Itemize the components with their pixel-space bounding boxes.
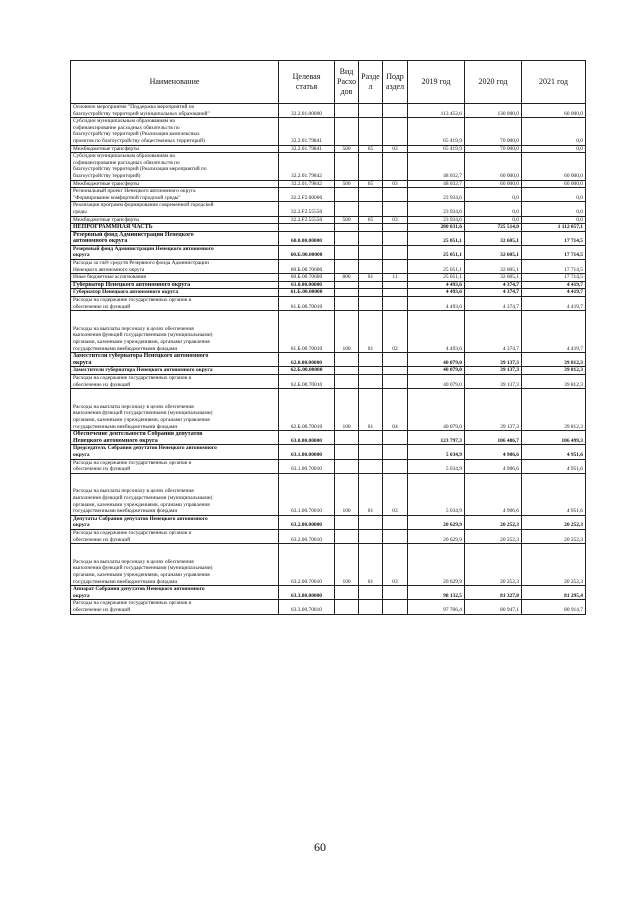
- cell-target-article: 63.2.00.70010: [279, 529, 335, 543]
- cell-2019: 25 051,1: [408, 260, 465, 274]
- table-row: [71, 445, 586, 459]
- cell-expense-type: [335, 224, 359, 232]
- cell-section: [359, 118, 383, 145]
- cell-2021: 0,0: [522, 216, 586, 224]
- cell-subsection: [383, 515, 408, 529]
- cell-subsection: [383, 202, 408, 216]
- cell-2019: 280 031,6: [408, 224, 465, 232]
- cell-target-article: 62.Б.00.00000: [279, 367, 335, 375]
- cell-2020: 4 374,7: [465, 297, 522, 311]
- cell-name: Межбюджетные трансферты: [71, 216, 279, 224]
- cell-2021: 4 419,7: [522, 281, 586, 289]
- cell-name: Расходы на содержание государственных органов и обеспечение их функций: [71, 600, 279, 614]
- table-row: [71, 145, 586, 153]
- cell-target-article: 63.1.00.70010: [279, 473, 335, 515]
- cell-2020: 0,0: [465, 188, 522, 202]
- cell-target-article: 61.Б.00.70010: [279, 311, 335, 353]
- cell-section: [359, 445, 383, 459]
- cell-expense-type: [335, 153, 359, 180]
- cell-2019: 20 629,9: [408, 515, 465, 529]
- cell-name: Расходы на содержание государственных органов и обеспечение их функций: [71, 297, 279, 311]
- cell-name: Председатель Собрания депутатов Ненецкого автономного округа: [71, 445, 279, 459]
- cell-2020: 80 947,1: [465, 600, 522, 614]
- table-row: [71, 289, 586, 297]
- cell-expense-type: [335, 289, 359, 297]
- cell-2019: 5 034,9: [408, 459, 465, 473]
- table-row: [71, 224, 586, 232]
- cell-name: Депутаты Собрания депутатов Ненецкого автономного округа: [71, 515, 279, 529]
- cell-2019: 65 419,9: [408, 118, 465, 145]
- cell-2019: 98 132,5: [408, 586, 465, 600]
- cell-target-article: 63.1.00.70010: [279, 459, 335, 473]
- cell-target-article: 63.2.00.00000: [279, 515, 335, 529]
- cell-name: Расходы на выплаты персоналу в целях обеспечения выполнения функций государственными (муниципальными) органами, казенными учреждениями, органами управления государственными внебюджетными фондами: [71, 544, 279, 586]
- cell-subsection: [383, 118, 408, 145]
- cell-2020: 0,0: [465, 216, 522, 224]
- cell-2019: 5 034,9: [408, 445, 465, 459]
- cell-section: [359, 231, 383, 245]
- cell-expense-type: [335, 515, 359, 529]
- cell-2020: 60 000,0: [465, 153, 522, 180]
- cell-2020: 20 252,3: [465, 529, 522, 543]
- cell-2020: 130 000,0: [465, 104, 522, 118]
- cell-expense-type: [335, 375, 359, 389]
- cell-2021: 4 951,6: [522, 445, 586, 459]
- table-row: [71, 118, 586, 145]
- cell-name: Реализация программ формирования современной городской среды: [71, 202, 279, 216]
- cell-target-article: 32.2.F2.55550: [279, 216, 335, 224]
- cell-target-article: 61.0.00.00000: [279, 281, 335, 289]
- cell-target-article: 32.2.01.00000: [279, 104, 335, 118]
- header-2021: 2021 год: [522, 61, 586, 104]
- cell-subsection: [383, 245, 408, 259]
- cell-2021: 4 951,6: [522, 459, 586, 473]
- cell-2021: 1 112 057,1: [522, 224, 586, 232]
- cell-expense-type: 800: [335, 274, 359, 282]
- cell-2019: 40 079,0: [408, 375, 465, 389]
- cell-expense-type: [335, 281, 359, 289]
- cell-expense-type: [335, 353, 359, 367]
- cell-2021: 4 419,7: [522, 289, 586, 297]
- cell-expense-type: [335, 260, 359, 274]
- cell-target-article: 63.3.00.70010: [279, 600, 335, 614]
- header-section: Разде л: [359, 61, 383, 104]
- cell-section: 01: [359, 389, 383, 431]
- cell-2021: 39 812,3: [522, 367, 586, 375]
- cell-2021: 0,0: [522, 188, 586, 202]
- cell-expense-type: 500: [335, 145, 359, 153]
- cell-target-article: 60.Б.00.70600: [279, 260, 335, 274]
- cell-2019: 4 493,6: [408, 281, 465, 289]
- cell-subsection: [383, 459, 408, 473]
- cell-2019: 40 079,0: [408, 353, 465, 367]
- cell-subsection: [383, 188, 408, 202]
- header-name: Наименование: [71, 61, 279, 104]
- cell-target-article: 62.0.00.00000: [279, 353, 335, 367]
- cell-2019: 65 419,9: [408, 145, 465, 153]
- table-row: [71, 297, 586, 311]
- cell-section: [359, 188, 383, 202]
- cell-subsection: [383, 281, 408, 289]
- cell-2020: 39 137,3: [465, 353, 522, 367]
- cell-2020: 39 137,3: [465, 375, 522, 389]
- cell-name: Расходы на выплаты персоналу в целях обеспечения выполнения функций государственными (муниципальными) органами, казенными учреждениями, органами управления государственными внебюджетными фондами: [71, 473, 279, 515]
- cell-section: 01: [359, 473, 383, 515]
- table-body: [71, 104, 586, 615]
- cell-subsection: [383, 445, 408, 459]
- cell-name: НЕПРОГРАММНАЯ ЧАСТЬ: [71, 224, 279, 232]
- cell-2021: 39 812,3: [522, 375, 586, 389]
- cell-2019: 4 493,6: [408, 289, 465, 297]
- cell-subsection: [383, 231, 408, 245]
- table-row: [71, 231, 586, 245]
- cell-expense-type: [335, 367, 359, 375]
- table-row: [71, 202, 586, 216]
- cell-2020: 20 252,3: [465, 515, 522, 529]
- cell-2019: 113 452,6: [408, 104, 465, 118]
- cell-2019: 25 051,1: [408, 245, 465, 259]
- header-expense-type: Вид Расхо дов: [335, 61, 359, 104]
- cell-2021: 20 252,3: [522, 544, 586, 586]
- cell-expense-type: [335, 231, 359, 245]
- cell-target-article: 63.3.00.00000: [279, 586, 335, 600]
- cell-2021: 39 812,3: [522, 353, 586, 367]
- cell-section: [359, 515, 383, 529]
- cell-2021: 0,0: [522, 118, 586, 145]
- cell-2020: 0,0: [465, 202, 522, 216]
- table-row: [71, 389, 586, 431]
- cell-2019: 5 034,9: [408, 473, 465, 515]
- cell-2020: 106 486,7: [465, 431, 522, 445]
- cell-section: 01: [359, 274, 383, 282]
- cell-2020: 4 906,6: [465, 445, 522, 459]
- cell-subsection: 04: [383, 389, 408, 431]
- cell-subsection: [383, 353, 408, 367]
- cell-expense-type: 100: [335, 311, 359, 353]
- header-2020: 2020 год: [465, 61, 522, 104]
- cell-expense-type: [335, 188, 359, 202]
- cell-expense-type: 100: [335, 544, 359, 586]
- table-row: [71, 153, 586, 180]
- cell-section: [359, 260, 383, 274]
- cell-name: Резервный фонд Администрации Ненецкого автономного округа: [71, 245, 279, 259]
- table-row: [71, 281, 586, 289]
- cell-section: [359, 153, 383, 180]
- table-row: [71, 473, 586, 515]
- cell-target-article: 32.2.01.79842: [279, 153, 335, 180]
- cell-2021: 17 714,5: [522, 231, 586, 245]
- table-row: [71, 311, 586, 353]
- cell-name: Губернатор Ненецкого автономного округа: [71, 289, 279, 297]
- cell-2021: 0,0: [522, 202, 586, 216]
- cell-subsection: [383, 529, 408, 543]
- table-row: [71, 180, 586, 188]
- cell-2019: 97 766,4: [408, 600, 465, 614]
- cell-subsection: [383, 367, 408, 375]
- cell-subsection: [383, 375, 408, 389]
- cell-2020: 32 605,1: [465, 274, 522, 282]
- cell-expense-type: [335, 202, 359, 216]
- cell-target-article: [279, 224, 335, 232]
- cell-expense-type: [335, 431, 359, 445]
- cell-name: Межбюджетные трансферты: [71, 180, 279, 188]
- cell-subsection: 02: [383, 311, 408, 353]
- cell-name: Расходы на содержание государственных органов и обеспечение их функций: [71, 529, 279, 543]
- cell-target-article: 32.2.F2.00000: [279, 188, 335, 202]
- cell-target-article: 32.2.01.79841: [279, 118, 335, 145]
- cell-2021: 60 000,0: [522, 104, 586, 118]
- cell-2019: 48 032,7: [408, 153, 465, 180]
- cell-section: [359, 459, 383, 473]
- cell-target-article: 63.0.00.00000: [279, 431, 335, 445]
- cell-expense-type: [335, 297, 359, 311]
- cell-name: Межбюджетные трансферты: [71, 145, 279, 153]
- cell-2020: 4 374,7: [465, 289, 522, 297]
- cell-name: Заместители губернатора Ненецкого автономного округа: [71, 367, 279, 375]
- cell-name: Заместители губернатора Ненецкого автономного округа: [71, 353, 279, 367]
- cell-2021: 17 714,5: [522, 260, 586, 274]
- cell-subsection: [383, 260, 408, 274]
- cell-2020: 32 605,1: [465, 245, 522, 259]
- cell-subsection: 11: [383, 274, 408, 282]
- cell-2021: 4 419,7: [522, 297, 586, 311]
- cell-2021: 39 812,3: [522, 389, 586, 431]
- cell-section: [359, 224, 383, 232]
- cell-2021: 80 914,7: [522, 600, 586, 614]
- cell-subsection: [383, 289, 408, 297]
- cell-2020: 4 374,7: [465, 311, 522, 353]
- cell-target-article: 61.Б.00.00000: [279, 289, 335, 297]
- cell-name: Субсидии муниципальным образованиям на софинансирование расходных обязательств по благоустройству территорий (Реализация мероприятий по благоустройству территорий): [71, 153, 279, 180]
- cell-target-article: 32.2.01.79841: [279, 145, 335, 153]
- cell-name: Обеспечение деятельности Собрания депутатов Ненецкого автономного округа: [71, 431, 279, 445]
- table-row: [71, 529, 586, 543]
- cell-expense-type: [335, 104, 359, 118]
- cell-target-article: 62.Б.00.70010: [279, 389, 335, 431]
- header-subsection: Подр аздел: [383, 61, 408, 104]
- cell-2020: 39 137,3: [465, 367, 522, 375]
- cell-2019: 4 493,6: [408, 297, 465, 311]
- cell-section: 05: [359, 180, 383, 188]
- cell-section: [359, 297, 383, 311]
- cell-target-article: 61.Б.00.70010: [279, 297, 335, 311]
- cell-2019: 20 629,9: [408, 544, 465, 586]
- cell-2019: 40 079,0: [408, 367, 465, 375]
- table-row: [71, 431, 586, 445]
- cell-target-article: 63.2.00.70010: [279, 544, 335, 586]
- header-target-article: Целевая статья: [279, 61, 335, 104]
- cell-2019: 20 629,9: [408, 529, 465, 543]
- table-row: [71, 274, 586, 282]
- cell-subsection: [383, 600, 408, 614]
- table-row: [71, 353, 586, 367]
- cell-section: [359, 431, 383, 445]
- budget-table: [70, 60, 586, 615]
- cell-target-article: 62.Б.00.70010: [279, 375, 335, 389]
- cell-section: 05: [359, 145, 383, 153]
- cell-expense-type: [335, 445, 359, 459]
- cell-subsection: [383, 431, 408, 445]
- cell-section: [359, 353, 383, 367]
- cell-target-article: 32.2.F2.55550: [279, 202, 335, 216]
- table-row: [71, 459, 586, 473]
- cell-2020: 70 000,0: [465, 118, 522, 145]
- cell-section: [359, 289, 383, 297]
- table-row: [71, 544, 586, 586]
- cell-2020: 60 000,0: [465, 180, 522, 188]
- cell-name: Расходы за счёт средств Резервного фонда Администрации Ненецкого автономного округа: [71, 260, 279, 274]
- cell-expense-type: [335, 600, 359, 614]
- cell-2021: 106 499,3: [522, 431, 586, 445]
- cell-name: Расходы на выплаты персоналу в целях обеспечения выполнения функций государственными (муниципальными) органами, казенными учреждениями, органами управления государственными внебюджетными фондами: [71, 311, 279, 353]
- cell-subsection: [383, 297, 408, 311]
- cell-subsection: 03: [383, 473, 408, 515]
- cell-section: [359, 202, 383, 216]
- cell-expense-type: 100: [335, 389, 359, 431]
- cell-name: Региональный проект Ненецкого автономного округа "Формирование комфортной городской среды": [71, 188, 279, 202]
- cell-section: 05: [359, 216, 383, 224]
- cell-2019: 25 051,1: [408, 274, 465, 282]
- cell-section: 01: [359, 544, 383, 586]
- header-2019: 2019 год: [408, 61, 465, 104]
- cell-expense-type: [335, 586, 359, 600]
- cell-2019: 23 934,6: [408, 202, 465, 216]
- cell-2019: 40 079,0: [408, 389, 465, 431]
- table-row: [71, 104, 586, 118]
- table-row: [71, 515, 586, 529]
- table-row: [71, 367, 586, 375]
- cell-2020: 4 906,6: [465, 459, 522, 473]
- cell-target-article: 60.0.00.00000: [279, 231, 335, 245]
- cell-name: Расходы на содержание государственных органов и обеспечение их функций: [71, 375, 279, 389]
- cell-2021: 17 714,5: [522, 245, 586, 259]
- cell-2021: 4 951,6: [522, 473, 586, 515]
- cell-2019: 4 493,6: [408, 311, 465, 353]
- cell-2021: 60 000,0: [522, 180, 586, 188]
- cell-subsection: 03: [383, 216, 408, 224]
- cell-section: [359, 367, 383, 375]
- cell-2019: 25 051,1: [408, 231, 465, 245]
- cell-target-article: 63.1.00.00000: [279, 445, 335, 459]
- cell-name: Расходы на выплаты персоналу в целях обеспечения выполнения функций государственными (муниципальными) органами, казенными учреждениями, органами управления государственными внебюджетными фондами: [71, 389, 279, 431]
- cell-2021: 4 419,7: [522, 311, 586, 353]
- table-row: [71, 586, 586, 600]
- cell-section: [359, 529, 383, 543]
- table-row: [71, 600, 586, 614]
- cell-2019: 123 797,3: [408, 431, 465, 445]
- cell-2019: 48 032,7: [408, 180, 465, 188]
- cell-section: [359, 281, 383, 289]
- cell-target-article: 60.Б.00.70600: [279, 274, 335, 282]
- cell-2020: 725 514,0: [465, 224, 522, 232]
- cell-subsection: [383, 104, 408, 118]
- cell-name: Расходы на содержание государственных органов и обеспечение их функций: [71, 459, 279, 473]
- cell-section: [359, 586, 383, 600]
- cell-2020: 32 605,1: [465, 260, 522, 274]
- table-row: [71, 245, 586, 259]
- cell-section: [359, 375, 383, 389]
- cell-name: Аппарат Собрания депутатов Ненецкого автономного округа: [71, 586, 279, 600]
- cell-2021: 0,0: [522, 145, 586, 153]
- cell-expense-type: 100: [335, 473, 359, 515]
- cell-name: Губернатор Ненецкого автономного округа: [71, 281, 279, 289]
- page-number: 60: [314, 840, 326, 854]
- cell-expense-type: 500: [335, 216, 359, 224]
- cell-2021: 81 295,4: [522, 586, 586, 600]
- cell-2021: 60 000,0: [522, 153, 586, 180]
- cell-section: [359, 104, 383, 118]
- cell-section: [359, 600, 383, 614]
- cell-expense-type: [335, 245, 359, 259]
- cell-section: [359, 245, 383, 259]
- cell-expense-type: [335, 529, 359, 543]
- cell-subsection: 03: [383, 180, 408, 188]
- cell-2020: 4 374,7: [465, 281, 522, 289]
- cell-2021: 20 252,3: [522, 515, 586, 529]
- cell-name: Резервный фонд Администрации Ненецкого автономного округа: [71, 231, 279, 245]
- cell-subsection: 03: [383, 544, 408, 586]
- cell-section: 01: [359, 311, 383, 353]
- cell-2020: 39 137,3: [465, 389, 522, 431]
- cell-2019: 23 934,6: [408, 188, 465, 202]
- table-row: [71, 216, 586, 224]
- cell-subsection: 03: [383, 145, 408, 153]
- table-row: [71, 375, 586, 389]
- table-row: [71, 260, 586, 274]
- cell-expense-type: [335, 459, 359, 473]
- cell-2019: 23 934,6: [408, 216, 465, 224]
- cell-target-article: 60.Б.00.00000: [279, 245, 335, 259]
- cell-subsection: [383, 586, 408, 600]
- cell-target-article: 32.2.01.79842: [279, 180, 335, 188]
- cell-expense-type: 500: [335, 180, 359, 188]
- cell-subsection: [383, 224, 408, 232]
- cell-2021: 17 714,5: [522, 274, 586, 282]
- cell-2020: 20 252,3: [465, 544, 522, 586]
- cell-name: Иные бюджетные ассигнования: [71, 274, 279, 282]
- header-row: [71, 61, 586, 104]
- cell-name: Субсидии муниципальным образованиям на софинансирование расходных обязательств по благоустройству территорий (Реализация комплексных проектов по благоустройству общественных территорий): [71, 118, 279, 145]
- table-row: [71, 188, 586, 202]
- cell-expense-type: [335, 118, 359, 145]
- cell-2020: 70 000,0: [465, 145, 522, 153]
- cell-2020: 4 906,6: [465, 473, 522, 515]
- cell-subsection: [383, 153, 408, 180]
- cell-2021: 20 252,3: [522, 529, 586, 543]
- cell-2020: 81 327,8: [465, 586, 522, 600]
- cell-2020: 32 605,1: [465, 231, 522, 245]
- cell-name: Основное мероприятие "Поддержка мероприятий по благоустройству территорий муниципальных образований": [71, 104, 279, 118]
